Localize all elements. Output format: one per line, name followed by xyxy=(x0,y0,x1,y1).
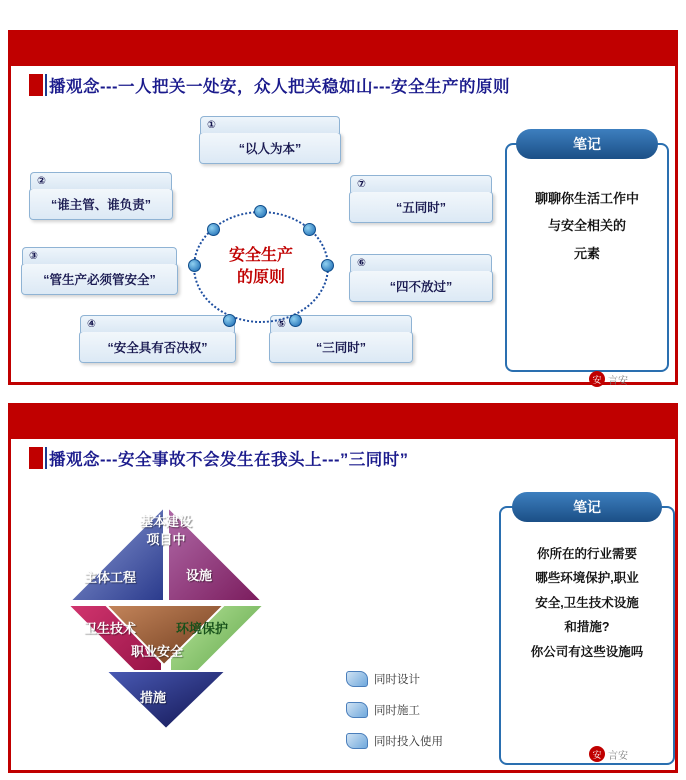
principle-item-3-number: ③ xyxy=(22,247,177,264)
slide-1-note-body xyxy=(507,145,667,277)
slide-1-watermark xyxy=(589,371,628,387)
slide-1-title: 播观念---一人把关一处安，众人把关稳如山---安全生产的原则 xyxy=(49,78,510,96)
principle-item-1-number: ① xyxy=(200,116,340,133)
ribbon-icon xyxy=(346,702,368,718)
slide-1-note-box xyxy=(505,136,669,372)
principle-item-1-label: “以人为本” xyxy=(238,142,302,156)
principle-item-5 xyxy=(269,318,413,363)
legend-item-2 xyxy=(346,702,420,718)
slide-1-title-row xyxy=(29,73,510,97)
legend-item-3-label: 同时投入使用 xyxy=(374,736,443,748)
principle-item-7 xyxy=(349,178,493,223)
slide-2-title-row xyxy=(29,446,408,470)
slide-1-red-header-bar xyxy=(11,30,675,66)
slide-2-note-line-2: 哪些环境保护,职业 xyxy=(535,571,639,586)
slide-1-note-line-3: 元素 xyxy=(573,245,600,261)
principle-item-2 xyxy=(29,175,173,220)
circle-node-right xyxy=(321,259,334,272)
slide-2-note-line-5: 你公司有这些设施吗 xyxy=(530,644,644,659)
slide-2-watermark xyxy=(589,746,628,762)
circle-node-bottom-right xyxy=(289,314,302,327)
principle-item-2-label: “谁主管、谁负责” xyxy=(50,198,151,212)
principle-item-5-label: “三同时” xyxy=(315,341,366,355)
ribbon-icon xyxy=(346,671,368,687)
ribbon-icon xyxy=(346,733,368,749)
principle-item-6 xyxy=(349,257,493,302)
slide-2-note-line-3: 安全,卫生技术设施 xyxy=(535,595,639,610)
principle-item-4-number: ④ xyxy=(80,315,235,332)
slide-1-note-title: 笔记 xyxy=(516,129,658,159)
circle-node-bottom-left xyxy=(223,314,236,327)
center-circle-line-1: 安全生产 xyxy=(228,247,293,265)
label-health-technology: 卫生技术 xyxy=(84,621,137,636)
title-flag-icon xyxy=(29,74,43,96)
principle-item-2-number: ② xyxy=(30,172,172,189)
slide-1-watermark-text: 言安 xyxy=(608,375,628,387)
label-facility: 设施 xyxy=(186,568,213,583)
label-basic-construction-line-1: 基本建设 xyxy=(139,514,192,529)
label-basic-construction xyxy=(119,513,213,548)
principle-item-3 xyxy=(21,250,178,295)
slide-2-note-box xyxy=(499,499,675,765)
label-main-project: 主体工程 xyxy=(84,570,137,585)
title-flag-icon xyxy=(29,447,43,469)
principle-item-3-label: “管生产必须管安全” xyxy=(43,273,156,287)
slide-2-red-header-bar xyxy=(11,403,675,439)
slide-2-note-body xyxy=(501,508,673,674)
center-circle-line-2: 的原则 xyxy=(236,269,285,286)
label-measures: 措施 xyxy=(140,690,167,705)
slide-2-note-line-1: 你所在的行业需要 xyxy=(536,547,637,561)
slide-2 xyxy=(8,403,678,773)
circle-node-left xyxy=(188,259,201,272)
principle-item-7-label: “五同时” xyxy=(395,201,446,215)
slide-2-note-title: 笔记 xyxy=(512,492,662,522)
principle-item-5-number: ⑤ xyxy=(270,315,412,332)
slide-1 xyxy=(8,30,678,385)
legend-item-3 xyxy=(346,733,443,749)
slide-1-note-line-2: 与安全相关的 xyxy=(547,218,626,234)
label-environmental-protection: 环境保护 xyxy=(176,621,229,636)
slide-2-watermark-text: 言安 xyxy=(608,750,628,762)
circle-node-top-left xyxy=(207,223,220,236)
circle-node-top-right xyxy=(303,223,316,236)
principle-item-7-number: ⑦ xyxy=(350,175,492,192)
legend-item-2-label: 同时施工 xyxy=(374,705,420,717)
watermark-logo-icon: 安 xyxy=(589,371,605,387)
legend-item-1 xyxy=(346,671,420,687)
label-occupational-safety: 职业安全 xyxy=(131,644,184,659)
label-basic-construction-line-2: 项目中 xyxy=(146,531,186,547)
three-simultaneous-diagram xyxy=(46,501,286,736)
principle-item-6-number: ⑥ xyxy=(350,254,492,271)
slide-1-note-line-1: 聊聊你生活工作中 xyxy=(534,191,639,206)
slide-2-note-line-4: 和措施? xyxy=(564,620,610,635)
legend-item-1-label: 同时设计 xyxy=(374,674,420,686)
watermark-logo-icon: 安 xyxy=(589,746,605,762)
principle-item-1 xyxy=(199,119,341,164)
principle-item-4 xyxy=(79,318,236,363)
principle-item-6-label: “四不放过” xyxy=(389,280,453,294)
circle-node-top xyxy=(254,205,267,218)
principle-item-4-label: “安全具有否决权” xyxy=(107,341,208,355)
slide-2-title: 播观念---安全事故不会发生在我头上---”三同时” xyxy=(49,451,409,469)
